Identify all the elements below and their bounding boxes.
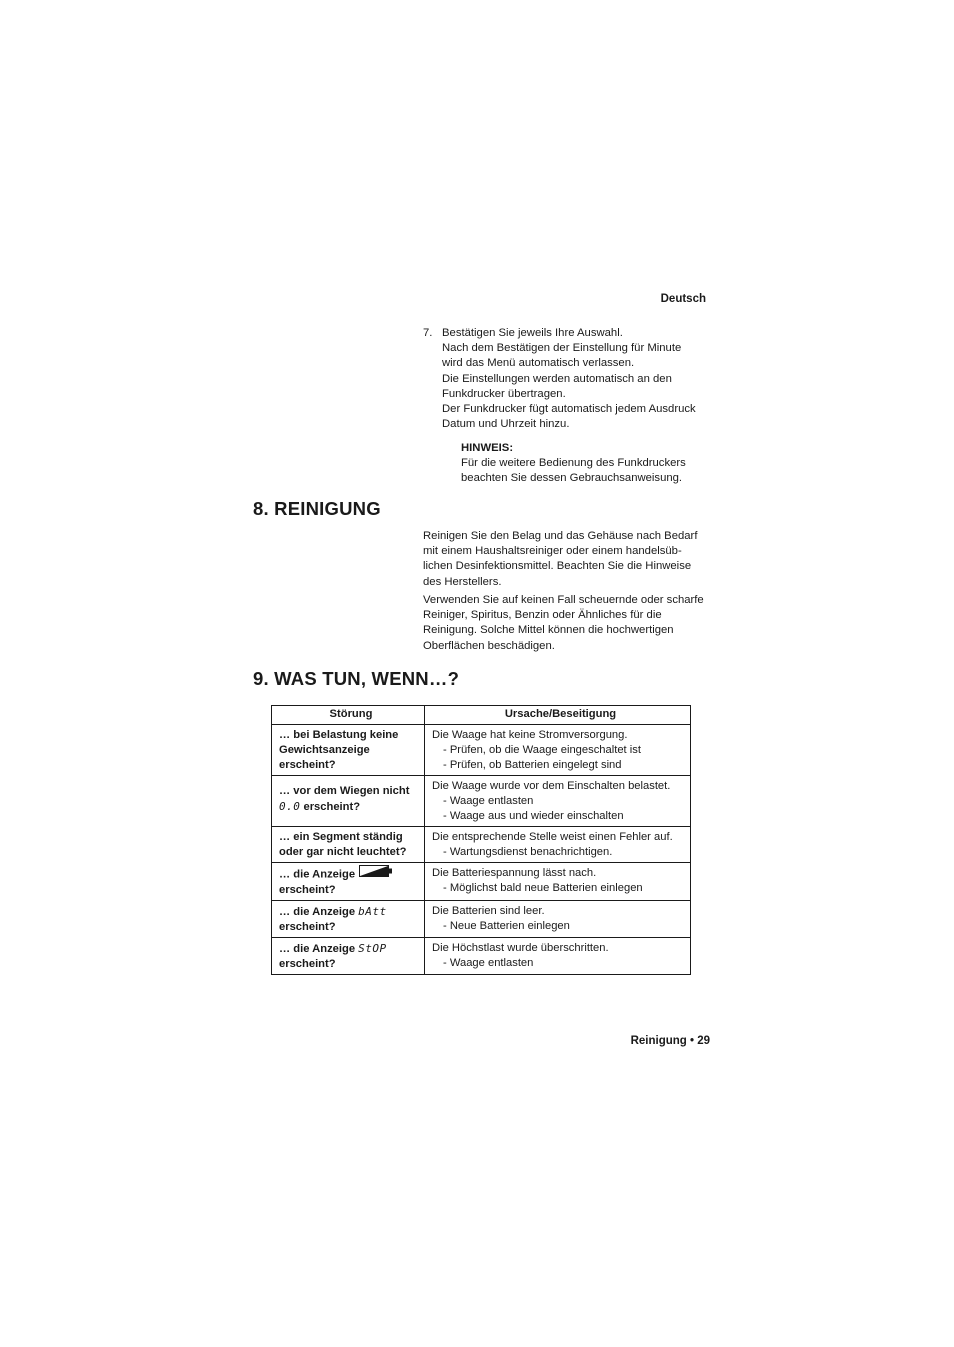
problem-cell — [272, 901, 425, 938]
cause-text: Die Batteriespannung lässt nach. — [432, 867, 597, 879]
cause-text: Die Waage hat keine Stromversorgung. — [432, 729, 628, 741]
paragraph-line: Reinigung. Solche Mittel können die hochwertigen — [423, 624, 674, 637]
section-9-heading: 9. WAS TUN, WENN…? — [253, 668, 460, 689]
problem-line: erscheint? — [279, 884, 336, 896]
cause-cell — [425, 938, 691, 975]
problem-cell — [272, 863, 425, 901]
page-footer: Reinigung • 29 — [630, 1035, 710, 1047]
problem-cell — [272, 725, 425, 776]
action-item: - Waage entlasten — [443, 957, 534, 969]
problem-line: erscheint? — [279, 759, 336, 771]
problem-line: Gewichtsanzeige — [279, 744, 370, 756]
cause-cell — [425, 827, 691, 863]
step-line: wird das Menü automatisch verlassen. — [442, 357, 635, 370]
paragraph-line: Verwenden Sie auf keinen Fall scheuernde oder scharfe — [423, 594, 704, 606]
table-row — [272, 827, 691, 863]
action-item: - Waage entlasten — [443, 795, 534, 807]
cause-cell — [425, 776, 691, 827]
display-batt: bAtt — [358, 905, 387, 918]
step-line: Der Funkdrucker fügt automatisch jedem Ausdruck — [442, 403, 696, 416]
problem-line: oder gar nicht leuchtet? — [279, 846, 407, 858]
header-problem: Störung — [272, 706, 425, 725]
problem-text: … die Anzeige — [279, 906, 356, 918]
cause-cell — [425, 901, 691, 938]
problem-line — [279, 904, 424, 920]
problem-line — [279, 941, 424, 957]
cause-cell — [425, 725, 691, 776]
action-item: - Möglichst bald neue Batterien einlegen — [443, 882, 643, 894]
problem-cell — [272, 938, 425, 975]
problem-line: erscheint? — [279, 958, 336, 970]
cause-text: Die entsprechende Stelle weist einen Fehler auf. — [432, 831, 673, 843]
header-cause: Ursache/Beseitigung — [425, 706, 691, 725]
step-line: Bestätigen Sie jeweils Ihre Auswahl. — [442, 327, 623, 339]
paragraph-line: des Herstellers. — [423, 575, 502, 588]
cause-cell — [425, 863, 691, 901]
step-line: Datum und Uhrzeit hinzu. — [442, 418, 570, 431]
problem-line: … vor dem Wiegen nicht — [279, 785, 410, 797]
step-line: Nach dem Bestätigen der Einstellung für Minute — [442, 342, 682, 355]
table-row — [272, 725, 691, 776]
step-line: Die Einstellungen werden automatisch an den — [442, 372, 672, 385]
problem-line — [279, 799, 424, 815]
action-item: - Waage aus und wieder einschalten — [443, 810, 624, 822]
cleaning-paragraph-2 — [423, 593, 723, 654]
note-line: Für die weitere Bedienung des Funkdruckers — [461, 457, 686, 470]
problem-line: erscheint? — [279, 921, 336, 933]
problem-line — [279, 866, 424, 883]
problem-text: … die Anzeige — [279, 868, 356, 881]
note-box — [461, 441, 721, 487]
display-0-0: 0.0 — [279, 800, 301, 813]
table-row — [272, 901, 691, 938]
cause-text: Die Batterien sind leer. — [432, 905, 545, 917]
problem-text: erscheint? — [303, 801, 361, 813]
paragraph-line: Reinigen Sie den Belag und das Gehäuse nach Bedarf — [423, 530, 698, 542]
problem-line: … bei Belastung keine — [279, 729, 399, 741]
note-line: beachten Sie dessen Gebrauchsanweisung. — [461, 472, 683, 485]
table-row — [272, 938, 691, 975]
note-label: HINWEIS: — [461, 442, 514, 454]
step-7 — [423, 326, 723, 432]
paragraph-line: Oberflächen beschädigen. — [423, 639, 555, 652]
display-stop: StOP — [358, 942, 387, 955]
action-item: - Prüfen, ob Batterien eingelegt sind — [443, 759, 622, 771]
table-header-row — [272, 706, 691, 725]
problem-line: … ein Segment ständig — [279, 831, 403, 843]
table-row — [272, 776, 691, 827]
action-item: - Prüfen, ob die Waage eingeschaltet ist — [443, 744, 641, 756]
problem-cell — [272, 776, 425, 827]
action-item: - Wartungsdienst benachrichtigen. — [443, 846, 613, 858]
troubleshooting-table — [271, 705, 691, 975]
table-row — [272, 863, 691, 901]
paragraph-line: lichen Desinfektionsmittel. Beachten Sie die Hinweise — [423, 560, 692, 573]
cause-text: Die Höchstlast wurde überschritten. — [432, 942, 609, 954]
step-line: Funkdrucker übertragen. — [442, 387, 566, 400]
action-item: - Neue Batterien einlegen — [443, 920, 570, 932]
cleaning-paragraph-1 — [423, 529, 723, 590]
cause-text: Die Waage wurde vor dem Einschalten belastet. — [432, 780, 671, 792]
problem-text: … die Anzeige — [279, 943, 356, 955]
language-label: Deutsch — [660, 293, 706, 305]
paragraph-line: mit einem Haushaltsreiniger oder einem handelsüb- — [423, 545, 682, 558]
step-number: 7. — [423, 327, 433, 339]
battery-low-icon — [359, 865, 393, 882]
section-8-heading: 8. REINIGUNG — [253, 498, 381, 519]
paragraph-line: Reiniger, Spiritus, Benzin oder Ähnliches für die — [423, 609, 662, 622]
problem-cell — [272, 827, 425, 863]
